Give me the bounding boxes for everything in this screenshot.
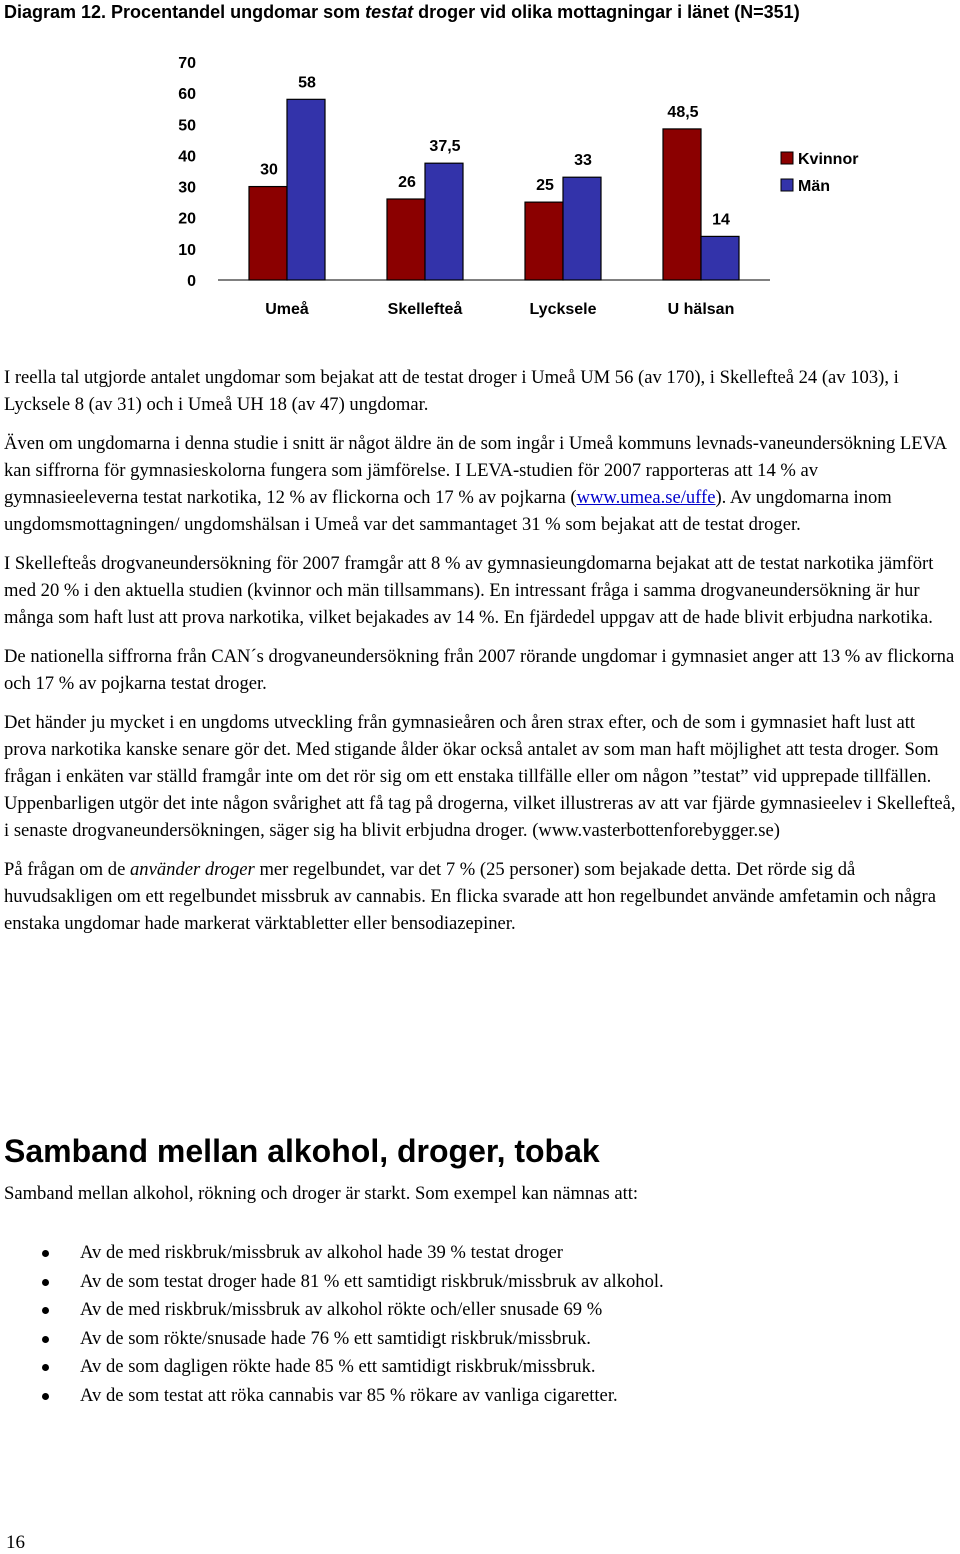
data-label: 33 bbox=[574, 152, 592, 170]
bar-chart bbox=[0, 40, 960, 330]
bar-man bbox=[701, 236, 739, 280]
paragraph-2 bbox=[4, 430, 956, 538]
paragraph-1: I reella tal utgjorde antalet ungdomar som bejakat att de testat droger i Umeå UM 56 (av 170), i Skellefteå 24 (av 103), i Lycksele 8 (av 31) och i Umeå UH 18 (av 47) ungdomar. bbox=[4, 367, 899, 415]
data-label: 37,5 bbox=[429, 138, 461, 156]
paragraph-5: Det händer ju mycket i en ungdoms utveckling från gymnasieåren och åren strax efter, och de som i gymnasiet haft lust att prova narkotika kanske senare gör det. Med stigande ålder ökar också antalet av som man haft möjlighet att testa droger. Som frågan i enkäten var ställd framgår inte om det rör sig om ett enstaka tillfälle eller om någon ”testat” vid upprepade tillfällen. Uppenbarligen utgör det inte någon svårighet att få tag på drogerna, vilket illustreras av att var fjärde gymnasieelev i Skellefteå, i senaste drogvaneundersökningen, säger sig ha blivit erbjudna droger. (www.vasterbottenforebygger.se) bbox=[4, 712, 956, 841]
data-label: 25 bbox=[536, 177, 554, 195]
legend-label: Män bbox=[798, 178, 830, 195]
data-label: 26 bbox=[398, 174, 416, 192]
y-tick-label: 70 bbox=[178, 54, 196, 72]
diagram-caption bbox=[4, 2, 954, 23]
bullet-item: Av de som testat att röka cannabis var 85 % rökare av vanliga cigaretter. bbox=[0, 1382, 664, 1411]
legend-label: Kvinnor bbox=[798, 151, 859, 168]
caption-italic: testat bbox=[365, 2, 414, 22]
y-tick-label: 40 bbox=[178, 148, 196, 166]
bar-kvinnor bbox=[249, 187, 287, 280]
paragraph-6-italic: använder droger bbox=[129, 859, 255, 880]
paragraph-6-text-end: mer regelbundet, var det 7 % (25 personer) som bejakade detta. Det rörde sig då huvudsakligen om ett regelbundet missbruk av cannabis. En flicka svarade att hon regelbundet använde amfetamin och några enstaka ungdomar hade markerat värktabletter eller bensodiazepiner. bbox=[4, 859, 936, 934]
data-label: 30 bbox=[260, 161, 278, 179]
y-tick-label: 20 bbox=[178, 210, 196, 228]
paragraph-3: I Skellefteås drogvaneundersökning för 2007 framgår att 8 % av gymnasieungdomarna bejakat att de testat narkotika jämfört med 20 % i den aktuella studien (kvinnor och män tillsammans). En intressant fråga i samma drogvaneundersökning är hur många som haft lust att prova narkotika, vilket bejakades av 14 %. En fjärdedel uppgav att de hade blivit erbjudna narkotika. bbox=[4, 553, 934, 628]
y-tick-label: 10 bbox=[178, 241, 196, 259]
section-heading: Samband mellan alkohol, droger, tobak bbox=[4, 1133, 600, 1169]
bullet-item: Av de som dagligen rökte hade 85 % ett samtidigt riskbruk/missbruk. bbox=[0, 1353, 664, 1382]
bullet-item: Av de som testat droger hade 81 % ett samtidigt riskbruk/missbruk av alkohol. bbox=[0, 1268, 664, 1297]
y-tick-label: 60 bbox=[178, 86, 196, 104]
section-intro: Samband mellan alkohol, rökning och droger är starkt. Som exempel kan nämnas att: bbox=[4, 1183, 639, 1204]
bullet-item: Av de med riskbruk/missbruk av alkohol rökte och/eller snusade 69 % bbox=[0, 1296, 664, 1325]
bar-man bbox=[287, 99, 325, 280]
bar-kvinnor bbox=[525, 202, 563, 280]
x-tick-label: U hälsan bbox=[667, 301, 735, 318]
paragraph-2-text-end: ). Av ungdomarna inom ungdomsmottagningen/ ungdomshälsan i Umeå var det sammantaget 31 % som bejakat att de testat droger. bbox=[4, 487, 892, 535]
legend-swatch bbox=[781, 152, 793, 164]
x-tick-label: Umeå bbox=[265, 301, 309, 318]
link-umea-uffe[interactable]: www.umea.se/uffe bbox=[576, 487, 716, 508]
legend-swatch bbox=[781, 179, 793, 191]
bullet-item: Av de som rökte/snusade hade 76 % ett samtidigt riskbruk/missbruk. bbox=[0, 1325, 664, 1354]
bar-kvinnor bbox=[387, 199, 425, 280]
y-tick-label: 30 bbox=[178, 179, 196, 197]
data-label: 14 bbox=[712, 211, 730, 229]
data-label: 58 bbox=[298, 74, 316, 92]
x-tick-label: Lycksele bbox=[529, 301, 597, 318]
data-label: 48,5 bbox=[667, 103, 699, 121]
bullet-item: Av de med riskbruk/missbruk av alkohol hade 39 % testat droger bbox=[0, 1239, 664, 1268]
bar-kvinnor bbox=[663, 129, 701, 280]
caption-text: Diagram 12. Procentandel ungdomar som bbox=[4, 2, 366, 22]
page-number: 16 bbox=[6, 1532, 25, 1553]
caption-text-end: droger vid olika mottagningar i länet (N=351) bbox=[413, 2, 800, 22]
y-tick-label: 50 bbox=[178, 117, 196, 135]
paragraph-4: De nationella siffrorna från CAN´s drogvaneundersökning från 2007 rörande ungdomar i gymnasiet anger att 13 % av flickorna och 17 % av pojkarna testat droger. bbox=[4, 646, 955, 694]
x-tick-label: Skellefteå bbox=[387, 301, 463, 318]
body-text bbox=[4, 364, 956, 949]
bullet-list bbox=[0, 1239, 664, 1411]
y-tick-label: 0 bbox=[187, 273, 196, 290]
paragraph-2-text: Även om ungdomarna i denna studie i snitt är något äldre än de som ingår i Umeå kommuns levnads-vaneundersökning LEVA kan siffrorna för gymnasieskolorna fungera som jämförelse. I LEVA-studien för 2007 rapporteras att 14 % av gymnasieeleverna testat narkotika, 12 % av flickorna och 17 % av pojkarna ( bbox=[4, 433, 947, 508]
paragraph-6-text: På frågan om de bbox=[4, 859, 130, 880]
bar-man bbox=[563, 177, 601, 280]
paragraph-6 bbox=[4, 856, 956, 937]
bar-man bbox=[425, 163, 463, 280]
